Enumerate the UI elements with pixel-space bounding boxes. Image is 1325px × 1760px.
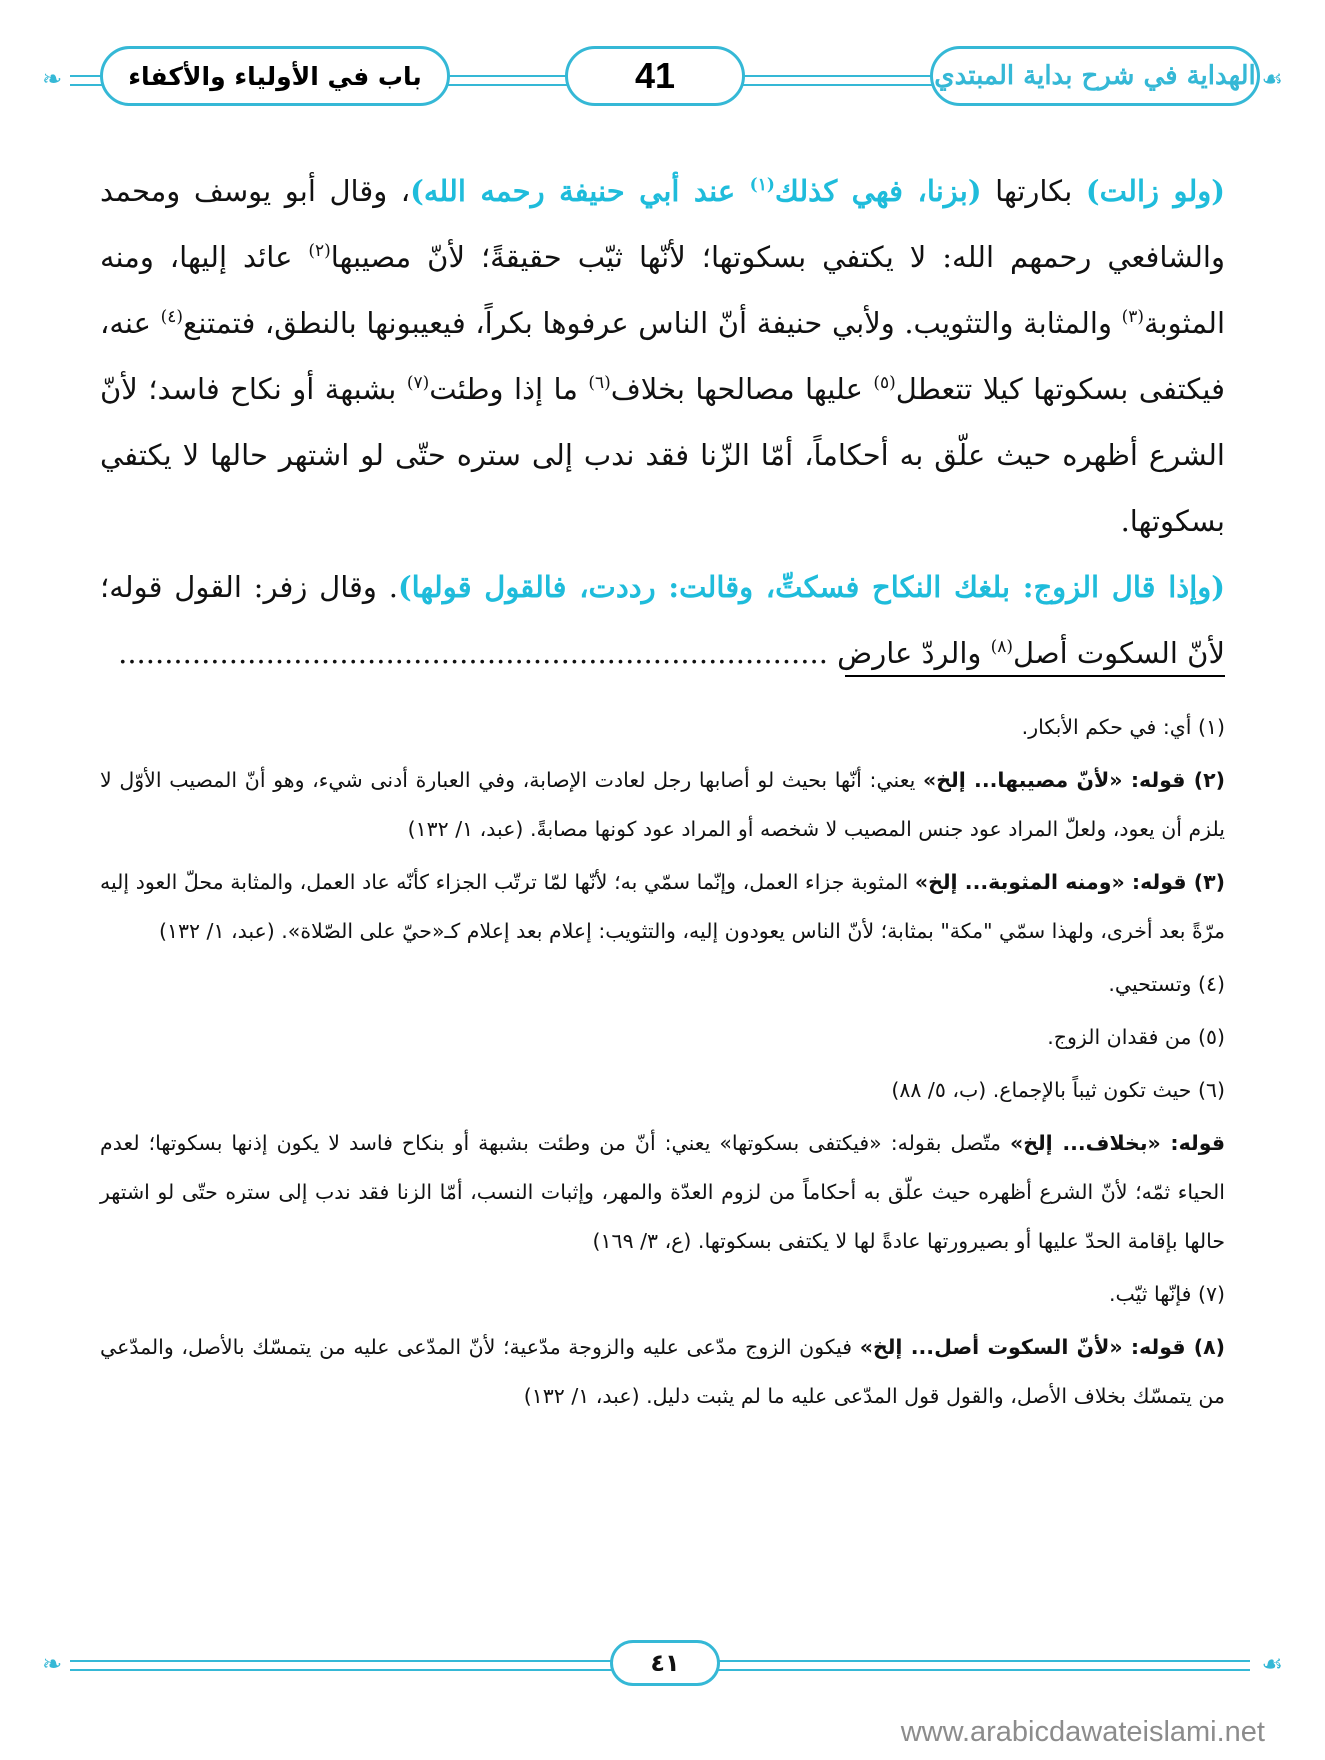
footnote-text: متّصل بقوله: «فيكتفى بسكوتها» يعني: أنّ من وطئت بشبهة أو بنكاح فاسد لا يكون إذنها بسكوتها؛ لعدم الحياء ثمّه؛ لأنّ الشرع أظهره حيث علّق به أحكاماً من لزوم العدّة والمهر، وإثبات النسب، أمّا الزنا فقد ندب إلى ستره حتّى لو اشتهر حالها بإقامة الحدّ عليها أو بصيرورتها عادةً لها لا يكتفى بسكوتها. (ع، ٣/ ١٦٩) — [100, 1131, 1225, 1253]
main-text — [100, 158, 1225, 686]
sharh-text: ، وقال أبو يوسف ومحمد والشافعي رحمهم الله: لا يكتفي بسكوتها؛ لأنّها ثيّب حقيقةً؛ لأنّ مصيبها — [100, 174, 1225, 274]
main-paragraph-1 — [100, 158, 1225, 554]
footnote-ref: (٥) — [873, 373, 896, 393]
page-number: 41 — [634, 55, 676, 96]
footnote-text: يعني: أنّها بحيث لو أصابها رجل لعادت الإصابة، وفي العبارة أدنى شيء، وهو أنّ المصيب الأوّل لا يلزم أن يعود، ولعلّ المراد عود جنس المصيب لا شخصه أو المراد عود كونها مصابةً. (عبد، ١/ ١٣٢) — [100, 768, 1225, 841]
footnote-ref: (٧) — [406, 373, 430, 393]
sharh-text: عليها مصالحها بخلاف — [610, 372, 874, 406]
main-paragraph-2 — [100, 554, 1225, 686]
footnote-6: (٦) حيث تكون ثيباً بالإجماع. (ب، ٥/ ٨٨) — [891, 1078, 1225, 1102]
footnote-ref: (١) — [749, 175, 775, 195]
footnote-1: (١) أي: في حكم الأبكار. — [1021, 715, 1225, 739]
footnote-text: فيكون الزوج مدّعى عليه والزوجة مدّعية؛ لأنّ المدّعى عليه من يتمسّك بالأصل، والمدّعي من يتمسّك بخلاف الأصل، والقول قول المدّعى عليه ما لم يثبت دليل. (عبد، ١/ ١٣٢) — [100, 1335, 1225, 1408]
footnote-ref: (٨) — [990, 637, 1014, 657]
chapter-title: باب في الأولياء والأكفاء — [128, 61, 422, 91]
sharh-text: والردّ عارض — [827, 636, 991, 670]
footnote-label: قوله: «بخلاف... إلخ» — [1009, 1131, 1225, 1155]
matn-text: عند أبي حنيفة رحمه الله) — [410, 174, 750, 208]
footnote-3 — [100, 858, 1225, 956]
right-flourish-icon: ☙ — [1261, 1650, 1283, 1678]
footnote-label: (٣) قوله: «ومنه المثوبة... إلخ» — [914, 870, 1225, 894]
footer-page-number: ٤١ — [650, 1649, 680, 1677]
footnote-2 — [100, 756, 1225, 854]
footnotes — [100, 703, 1225, 1425]
footnote-ref: (٤) — [160, 307, 183, 327]
footnote-7: (٧) فإنّها ثيّب. — [1108, 1282, 1225, 1306]
left-flourish-icon: ❧ — [42, 1650, 63, 1678]
footnote-6-commentary — [100, 1119, 1225, 1266]
footnote-divider — [845, 675, 1225, 677]
footnote-ref: (٣) — [1121, 307, 1144, 327]
matn-text: (وإذا قال الزوج: بلغك النكاح فسكتِّ، وقالت: رددت، فالقول قولها) — [397, 570, 1225, 604]
page-number-cartouche — [565, 46, 745, 106]
chapter-title-cartouche — [100, 46, 450, 106]
right-flourish-icon: ☙ — [1261, 65, 1283, 93]
sharh-text: عائد إليها، ومنه المثوبة — [100, 240, 1225, 340]
sharh-text: ما إذا وطئت — [429, 372, 589, 406]
footnote-5: (٥) من فقدان الزوج. — [1047, 1025, 1225, 1049]
footnote-label: (٨) قوله: «لأنّ السكوت أصل... إلخ» — [859, 1335, 1225, 1359]
website-url[interactable]: www.arabicdawateislami.net — [900, 1716, 1265, 1748]
sharh-text: بشبهة أو نكاح فاسد؛ لأنّ الشرع أظهره حيث علّق به أحكاماً، أمّا الزّنا فقد ندب إلى ستره حتّى لو اشتهر حالها لا يكتفي بسكوتها. — [100, 372, 1225, 538]
page-header — [40, 42, 1285, 117]
page-footer — [40, 1640, 1285, 1690]
matn-text: (ولو زالت) — [1085, 174, 1226, 208]
matn-text: (بزنا، فهي كذلك — [774, 174, 982, 208]
sharh-text: . وقال زفر: القول قوله؛ لأنّ السكوت أصل — [100, 570, 1225, 670]
sharh-text: والمثابة والتثويب. ولأبي حنيفة أنّ الناس عرفوها بكراً، فيعيبونها بالنطق، فتمتنع — [182, 306, 1122, 340]
footnote-8 — [100, 1323, 1225, 1421]
footnote-ref: (٢) — [308, 241, 331, 261]
sharh-text: بكارتها — [981, 174, 1086, 208]
book-title: الهداية في شرح بداية المبتدي — [934, 61, 1256, 91]
left-flourish-icon: ❧ — [42, 65, 63, 93]
footnote-ref: (٦) — [588, 373, 611, 393]
sharh-text: عنه، فيكتفى بسكوتها كيلا تتعطل — [100, 306, 1225, 406]
footnote-text: المثوبة جزاء العمل، وإنّما سمّي به؛ لأنّها لمّا ترتّب الجزاء كأنّه عاد العمل، والمثابة محلّ العود إليه مرّةً بعد أخرى، ولهذا سمّي "مكة" بمثابة؛ لأنّ الناس يعودون إليه، والتثويب: إعلام بعد إعلام كـ«حيّ على الصّلاة». (عبد، ١/ ١٣٢) — [100, 870, 1225, 943]
book-title-cartouche — [930, 46, 1260, 106]
footnote-label: (٢) قوله: «لأنّ مصيبها... إلخ» — [923, 768, 1225, 792]
footer-page-number-cartouche — [610, 1640, 720, 1686]
continuation-dots: ............................................................................. — [118, 636, 828, 670]
footnote-4: (٤) وتستحيي. — [1108, 972, 1225, 996]
